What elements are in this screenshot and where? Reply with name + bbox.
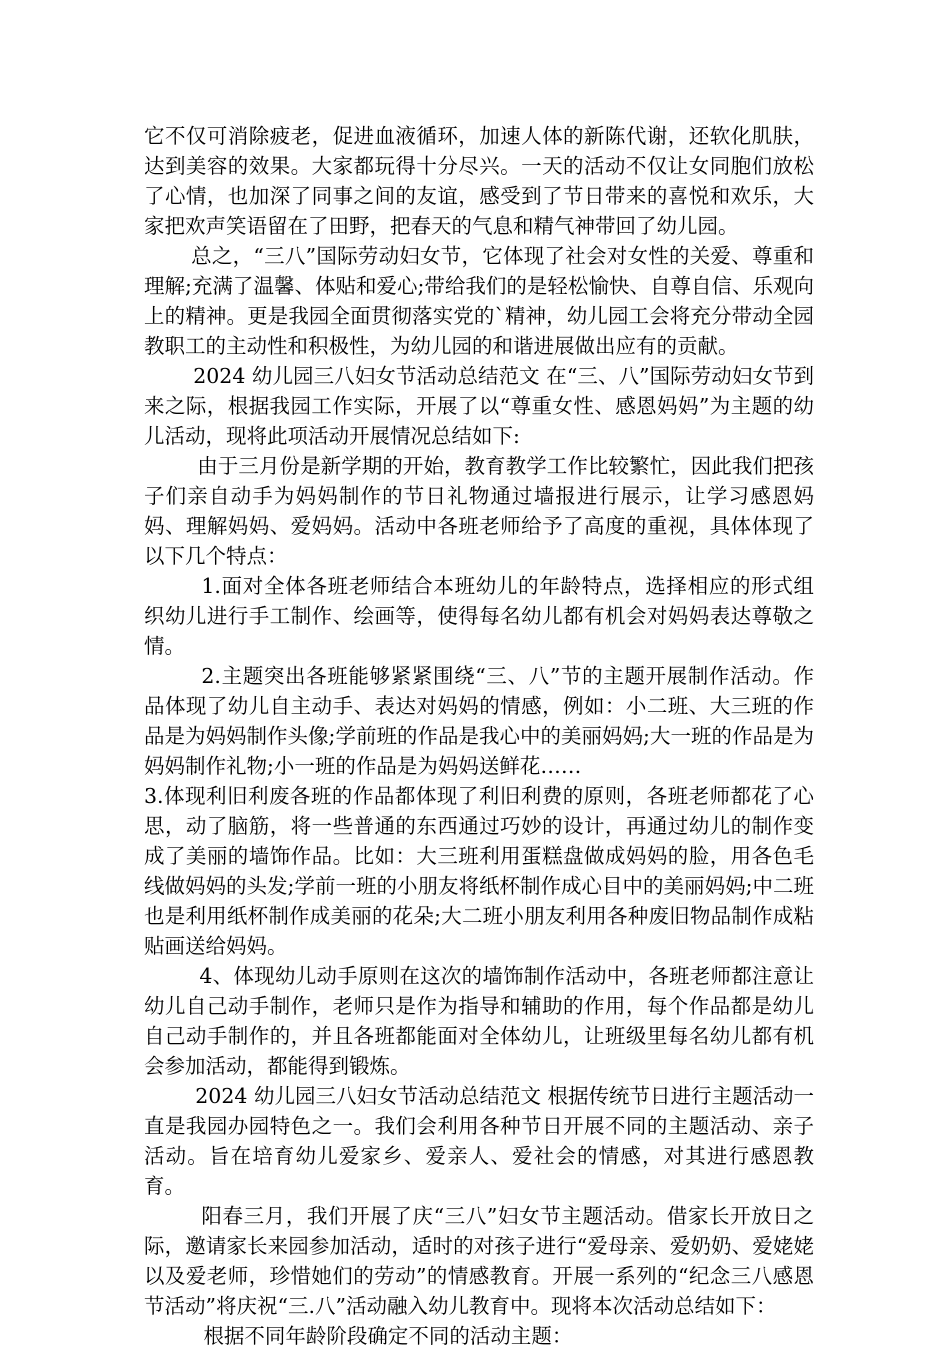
paragraph-5: 1.面对全体各班老师结合本班幼儿的年龄特点，选择相应的形式组织幼儿进行手工制作、绘画等，使得每名幼儿都有机会对妈妈表达尊敬之情。	[144, 574, 814, 658]
paragraph-3: 2024 幼儿园三八妇女节活动总结范文 在“三、八”国际劳动妇女节到来之际，根据我园工作实际，开展了以“尊重女性、感恩妈妈”为主题的幼儿活动，现将此项活动开展情况总结如下:	[144, 364, 814, 448]
paragraph-2: 总之，“三八”国际劳动妇女节，它体现了社会对女性的关爱、尊重和理解;充满了温馨、体贴和爱心;带给我们的是轻松愉快、自尊自信、乐观向上的精神。更是我园全面贯彻落实党的`精神，幼儿园工会将充分带动全园教职工的主动性和积极性，为幼儿园的和谐进展做出应有的贡献。	[144, 244, 814, 358]
paragraph-4: 由于三月份是新学期的开始，教育教学工作比较繁忙，因此我们把孩子们亲自动手为妈妈制作的节日礼物通过墙报进行展示，让学习感恩妈妈、理解妈妈、爱妈妈。活动中各班老师给予了高度的重视，具体体现了以下几个特点：	[144, 454, 814, 568]
paragraph-10: 阳春三月，我们开展了庆“三八”妇女节主题活动。借家长开放日之际，邀请家长来园参加活动，适时的对孩子进行“爱母亲、爱奶奶、爱姥姥以及爱老师，珍惜她们的劳动”的情感教育。开展一系列的“纪念三八感恩节活动”将庆祝“三.八”活动融入幼儿教育中。现将本次活动总结如下：	[144, 1204, 814, 1318]
paragraph-8: 4、体现幼儿动手原则在这次的墙饰制作活动中，各班老师都注意让幼儿自己动手制作，老师只是作为指导和辅助的作用，每个作品都是幼儿自己动手制作的，并且各班都能面对全体幼儿，让班级里每名幼儿都有机会参加活动，都能得到锻炼。	[144, 964, 814, 1078]
paragraph-9: 2024 幼儿园三八妇女节活动总结范文 根据传统节日进行主题活动一直是我园办园特色之一。我们会利用各种节日开展不同的主题活动、亲子活动。旨在培育幼儿爱家乡、爱亲人、爱社会的情感，对其进行感恩教育。	[144, 1084, 814, 1198]
paragraph-7: 3.体现利旧利废各班的作品都体现了利旧利费的原则，各班老师都花了心思，动了脑筋，将一些普通的东西通过巧妙的设计，再通过幼儿的制作变成了美丽的墙饰作品。比如：大三班利用蛋糕盘做成妈妈的脸，用各色毛线做妈妈的头发;学前一班的小朋友将纸杯制作成心目中的美丽妈妈;中二班也是利用纸杯制作成美丽的花朵;大二班小朋友利用各种废旧物品制作成粘贴画送给妈妈。	[144, 784, 814, 958]
paragraph-11: 根据不同年龄阶段确定不同的活动主题：	[203, 1324, 573, 1348]
paragraph-6: 2.主题突出各班能够紧紧围绕“三、八”节的主题开展制作活动。作品体现了幼儿自主动手、表达对妈妈的情感，例如：小二班、大三班的作品是为妈妈制作头像;学前班的作品是我心中的美丽妈妈;大一班的作品是为妈妈制作礼物;小一班的作品是为妈妈送鲜花……	[144, 664, 814, 778]
paragraph-1: 它不仅可消除疲老，促进血液循环，加速人体的新陈代谢，还软化肌肤，达到美容的效果。大家都玩得十分尽兴。一天的活动不仅让女同胞们放松了心情，也加深了同事之间的友谊，感受到了节日带来的喜悦和欢乐，大家把欢声笑语留在了田野，把春天的气息和精气神带回了幼儿园。	[144, 124, 814, 238]
document-body	[144, 121, 814, 1351]
